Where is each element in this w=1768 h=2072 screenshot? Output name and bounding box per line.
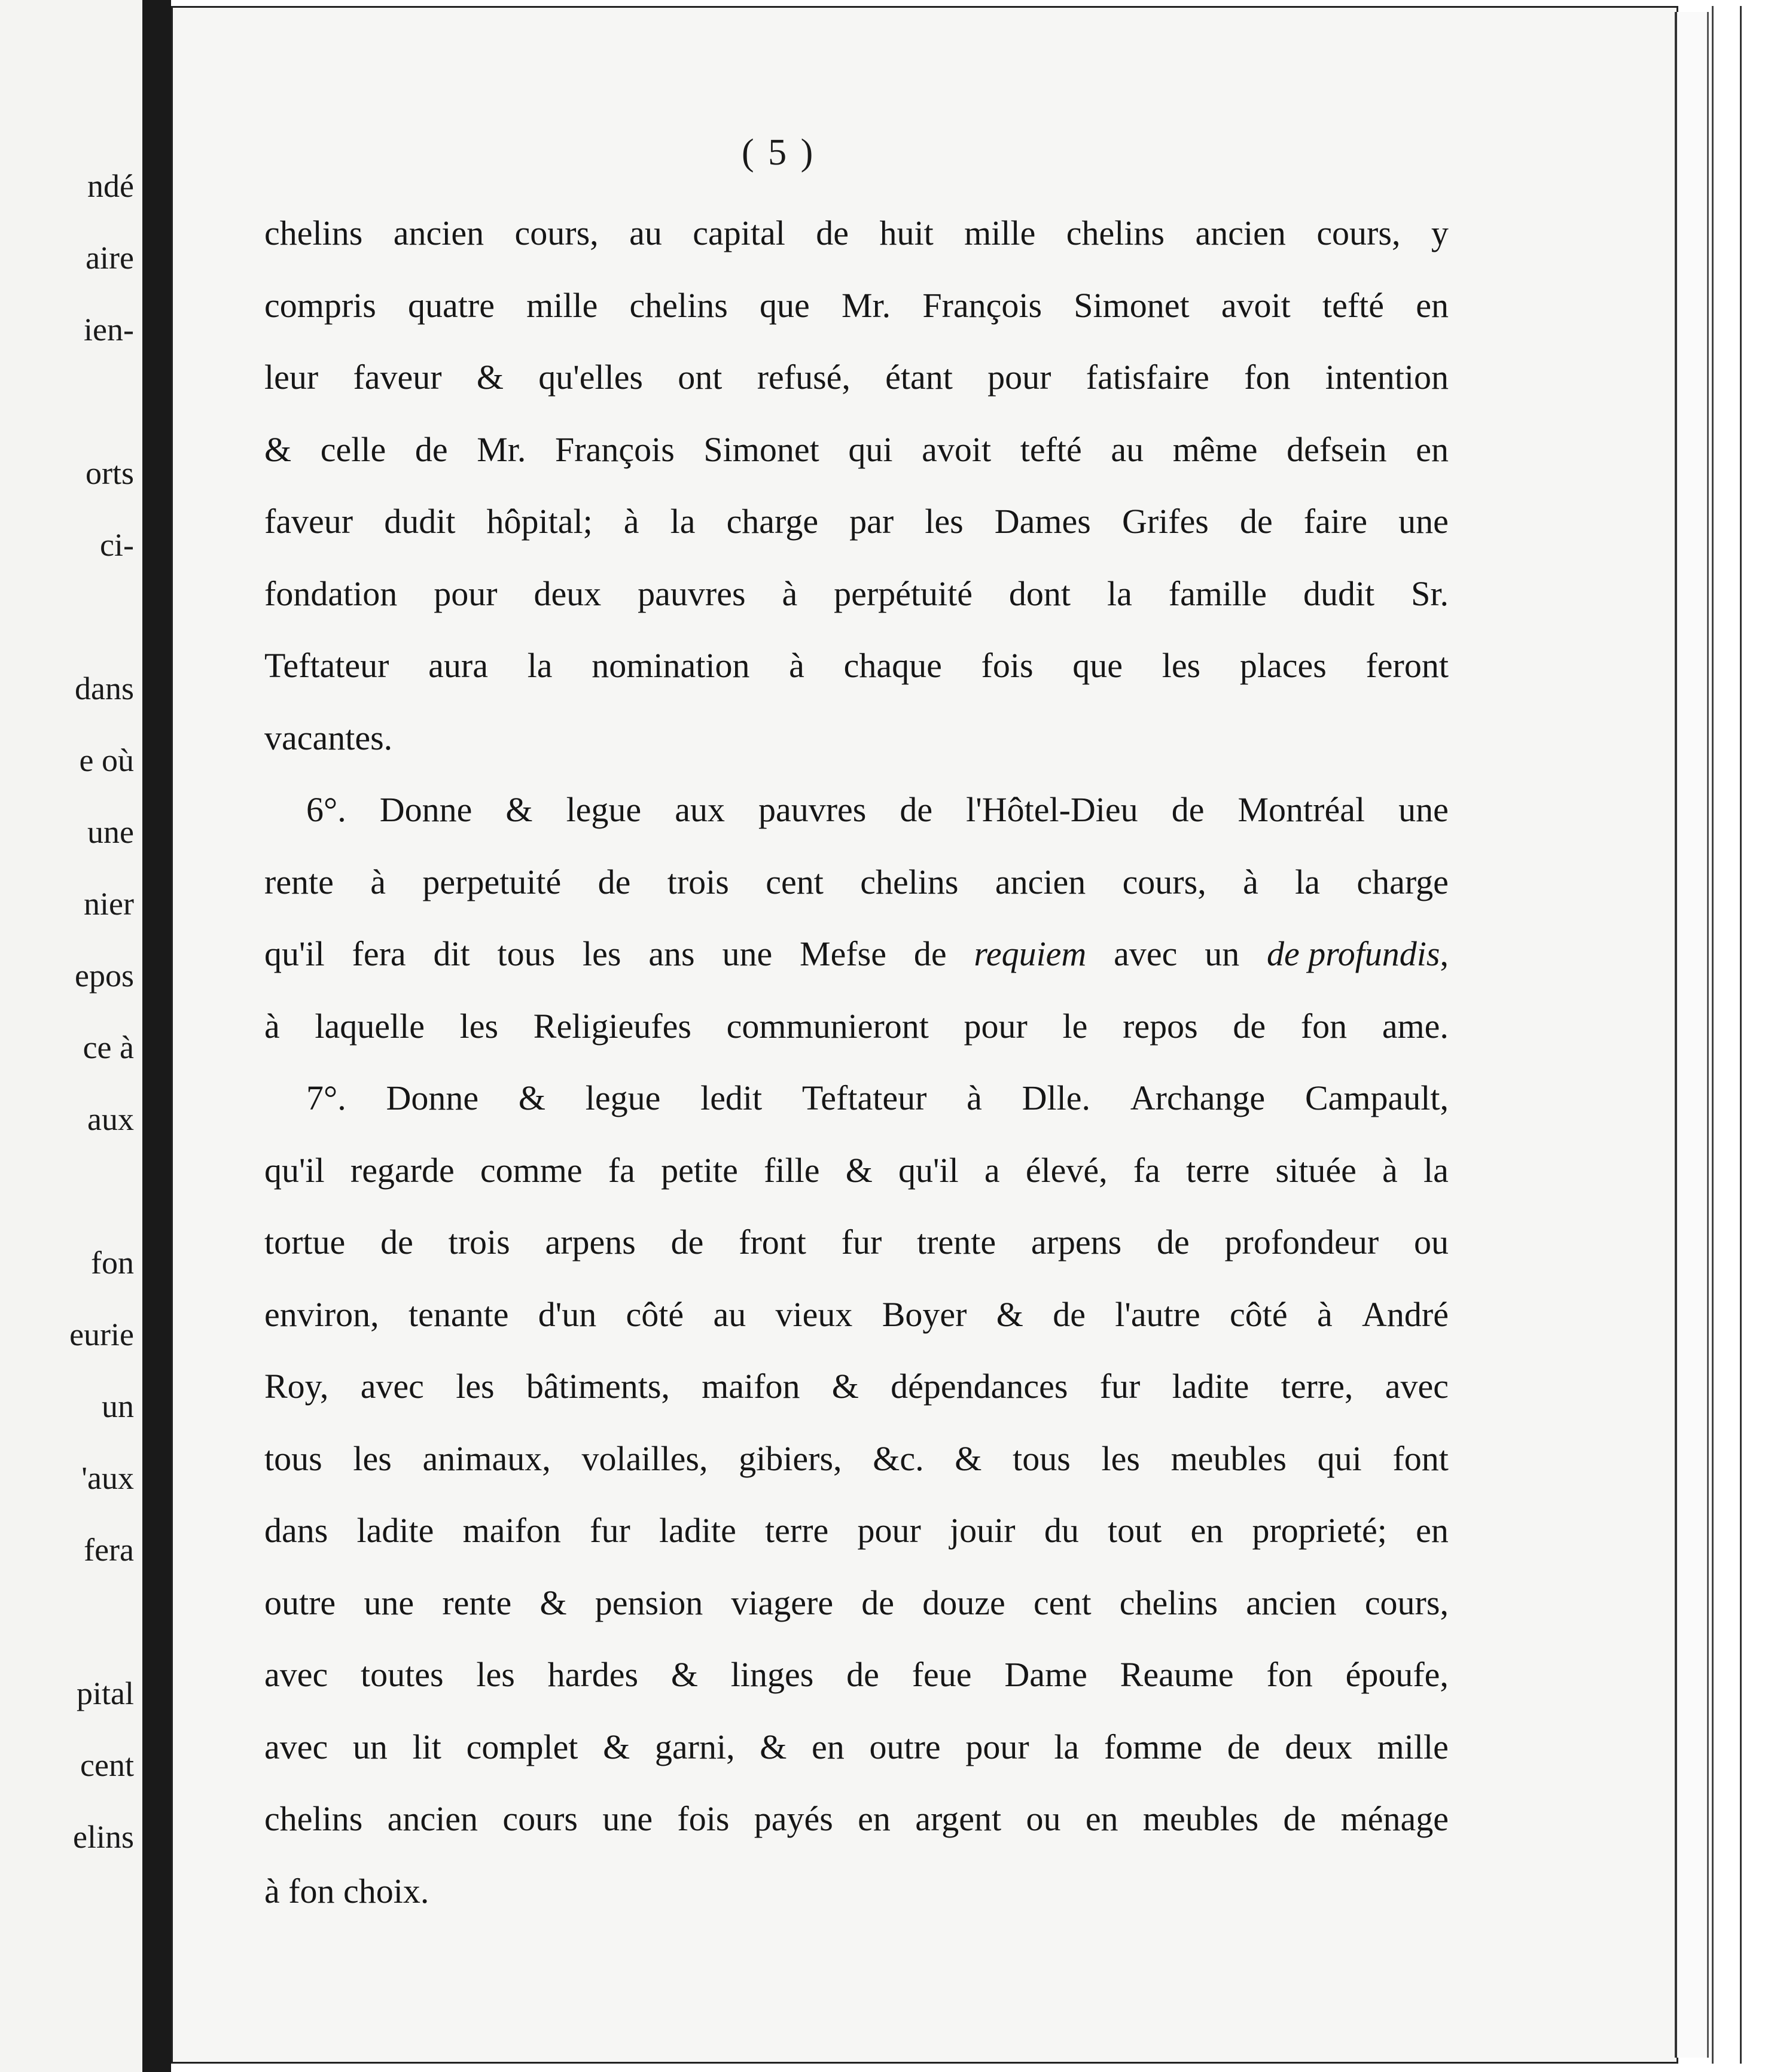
text-line: 6°. Donne & legue aux pauvres de l'Hôtel-Dieu de Montréal une xyxy=(306,790,1449,829)
left-margin-fragment: elins xyxy=(73,1819,134,1855)
text-line: rente à perpetuité de trois cent chelins ancien cours, à la charge xyxy=(264,862,1449,901)
page-edge xyxy=(1712,6,1742,2064)
text-line: avec un lit complet & garni, & en outre pour la fomme de deux mille xyxy=(264,1727,1449,1766)
page-edge xyxy=(1675,12,1709,2058)
text-line: compris quatre mille chelins que Mr. François Simonet avoit tefté en xyxy=(264,285,1449,325)
text-line: tous les animaux, volailles, gibiers, &c. & tous les meubles qui font xyxy=(264,1439,1449,1478)
text-line: vacantes. xyxy=(264,718,393,757)
left-margin-fragment: epos xyxy=(75,958,134,994)
text-line: fondation pour deux pauvres à perpétuité dont la famille dudit Sr. xyxy=(264,574,1449,613)
text-line: faveur dudit hôpital; à la charge par les Dames Grifes de faire une xyxy=(264,502,1449,541)
text-line: qu'il fera dit tous les ans une Mefse de requiem avec un de profundis, xyxy=(264,934,1449,973)
left-margin-fragment: pital xyxy=(77,1675,134,1711)
text-line: dans ladite maifon fur ladite terre pour jouir du tout en proprieté; en xyxy=(264,1511,1449,1550)
text-line: Roy, avec les bâtiments, maifon & dépendances fur ladite terre, avec xyxy=(264,1367,1449,1406)
left-margin-fragment: ce à xyxy=(83,1029,134,1065)
page-number: ( 5 ) xyxy=(742,132,816,173)
left-margin-fragment: fon xyxy=(91,1245,134,1281)
text-line: avec toutes les hardes & linges de feue Dame Reaume fon époufe, xyxy=(264,1655,1449,1694)
left-margin-fragment: ci- xyxy=(100,527,134,563)
text-line: qu'il regarde comme fa petite fille & qu'il a élevé, fa terre située à la xyxy=(264,1150,1449,1190)
left-margin-fragment: un xyxy=(102,1388,134,1424)
left-margin-fragment: cent xyxy=(80,1747,134,1783)
left-margin-fragment: e où xyxy=(79,742,134,778)
left-margin-fragment: aux xyxy=(87,1101,134,1137)
text-line: tortue de trois arpens de front fur trente arpens de profondeur ou xyxy=(264,1223,1449,1262)
left-margin-fragment: une xyxy=(87,814,134,850)
left-margin-fragment: aire xyxy=(86,240,134,276)
left-margin-fragment: orts xyxy=(86,455,134,491)
left-margin-fragment: dans xyxy=(75,671,134,706)
text-line: à fon choix. xyxy=(264,1871,429,1910)
book-gutter xyxy=(142,0,171,2072)
left-margin-fragment: ien- xyxy=(84,312,134,348)
text-line: chelins ancien cours une fois payés en argent ou en meubles de ménage xyxy=(264,1799,1449,1838)
text-line: leur faveur & qu'elles ont refusé, étant pour fatisfaire fon intention xyxy=(264,358,1449,397)
body-text xyxy=(264,197,1449,1927)
left-margin-fragment: nier xyxy=(84,886,134,922)
text-line: à laquelle les Religieufes communieront pour le repos de fon ame. xyxy=(264,1006,1449,1046)
left-margin-fragment: ndé xyxy=(87,168,134,204)
text-line: Teftateur aura la nomination à chaque fois que les places feront xyxy=(264,646,1449,685)
text-line: outre une rente & pension viagere de douze cent chelins ancien cours, xyxy=(264,1583,1449,1622)
text-line: & celle de Mr. François Simonet qui avoit tefté au même defsein en xyxy=(264,429,1449,469)
text-line: 7°. Donne & legue ledit Teftateur à Dlle. Archange Campault, xyxy=(306,1078,1449,1117)
left-page-edge xyxy=(0,0,142,2072)
text-line: chelins ancien cours, au capital de huit mille chelins ancien cours, y xyxy=(264,214,1449,252)
left-margin-fragment: 'aux xyxy=(81,1460,134,1496)
text-line: environ, tenante d'un côté au vieux Boyer & de l'autre côté à André xyxy=(264,1294,1449,1334)
left-margin-fragment: eurie xyxy=(69,1317,134,1352)
left-margin-fragment: fera xyxy=(84,1532,134,1568)
